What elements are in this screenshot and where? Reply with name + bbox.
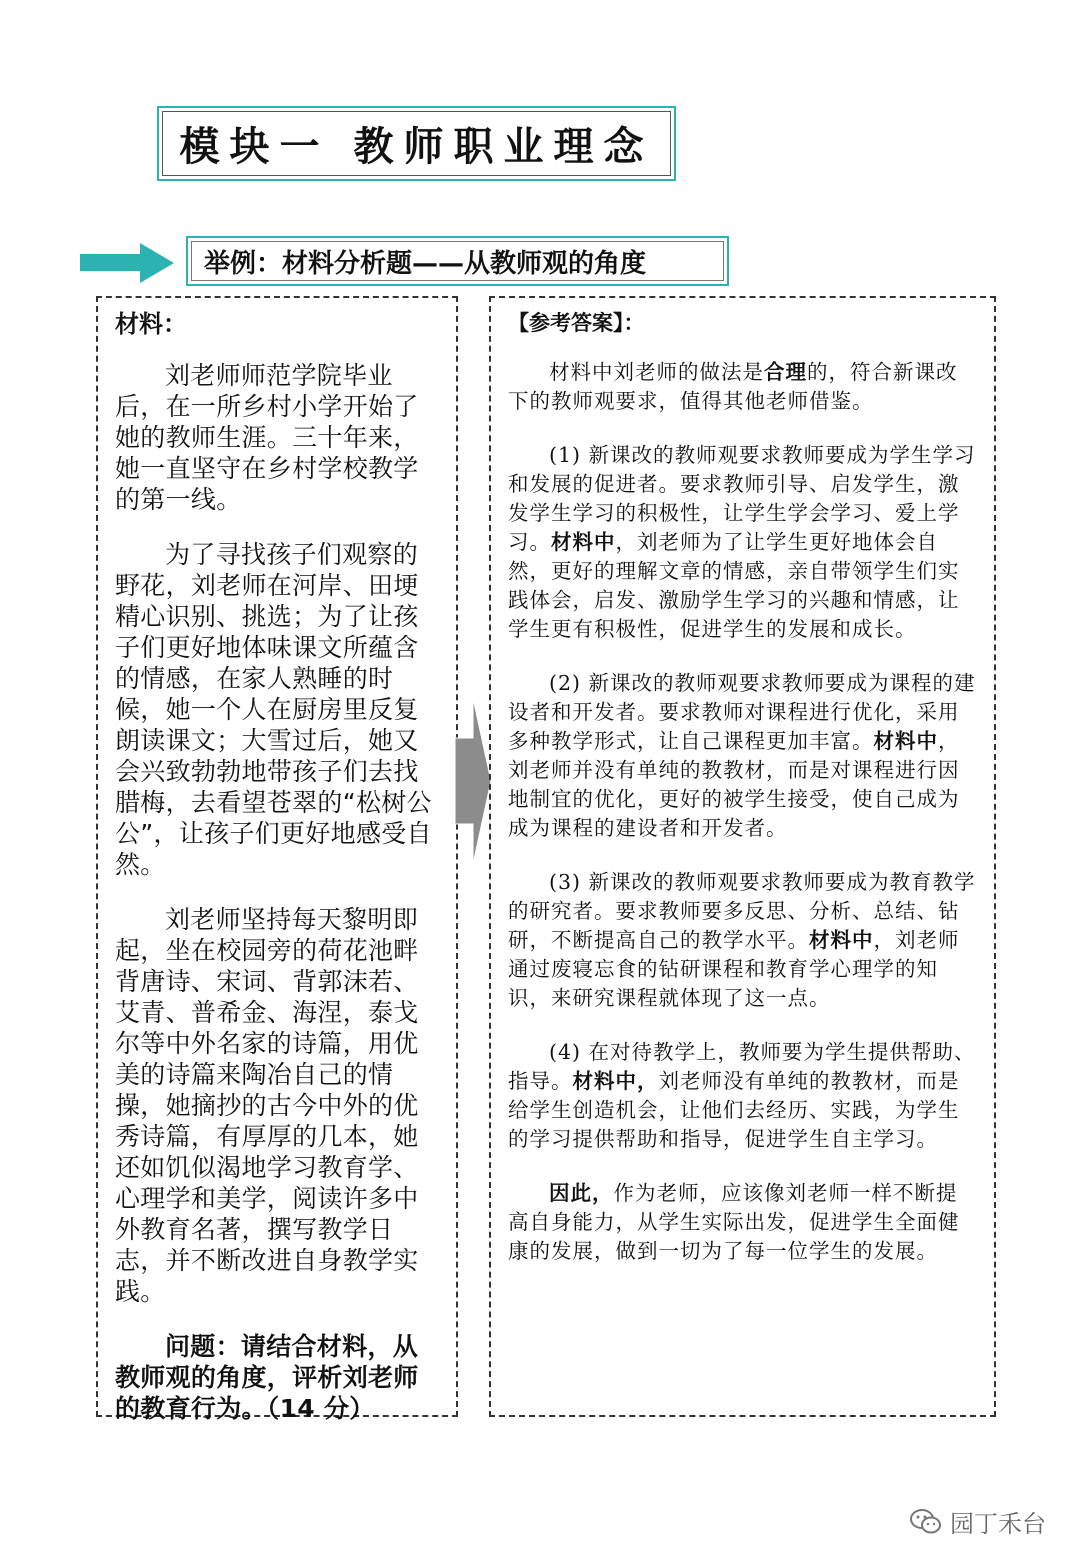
page-title: 模块一 教师职业理念 [162, 111, 671, 176]
watermark [910, 1504, 1046, 1539]
answer-label: 【参考答案】： [508, 310, 645, 335]
material-label: 材料： [115, 310, 187, 338]
watermark-text: 园丁禾台 [950, 1510, 1046, 1538]
teal-arrow-icon [80, 243, 174, 283]
answer-point: (2) 新课改的教师观要求教师要成为课程的建设者和开发者。要求教师对课程进行优化，采用多种教学形式，让自己课程更加丰富。材料中，刘老师并没有单纯的教教材，而是对课程进行因地制宜的优化，更好的被学生接受，使自己成为成为课程的建设者和开发者。 [508, 671, 976, 840]
example-frame [186, 236, 729, 286]
example-title: 举例：材料分析题——从教师观的角度 [191, 241, 724, 281]
material-panel [96, 296, 458, 1423]
answer-intro: 材料中刘老师的做法是合理的，符合新课改下的教师观要求，值得其他老师借鉴。 [508, 360, 958, 413]
material-paragraph: 刘老师坚持每天黎明即起，坐在校园旁的荷花池畔背唐诗、宋词、背郭沫若、艾青、普希金、海涅，泰戈尔等中外名家的诗篇，用优美的诗篇来陶冶自己的情操，她摘抄的古今中外的优秀诗篇，有厚厚的几本，她还如饥似渴地学习教育学、心理学和美学，阅读许多中外教育名著，撰写教学日志，并不断改进自身教学实践。 [115, 905, 419, 1306]
title-frame [157, 106, 676, 181]
answer-point: (4) 在对待教学上，教师要为学生提供帮助、指导。材料中，刘老师没有单纯的教教材，而是给学生创造机会，让他们去经历、实践，为学生的学习提供帮助和指导，促进学生自主学习。 [508, 1040, 976, 1151]
answer-point: (3) 新课改的教师观要求教师要成为教育教学的研究者。要求教师要多反思、分析、总结、钻研，不断提高自己的教学水平。材料中，刘老师通过废寝忘食的钻研课程和教育学心理学的知识，来研究课程就体现了这一点。 [508, 870, 976, 1010]
answer-panel [489, 296, 996, 1417]
answer-conclusion: 因此，作为老师，应该像刘老师一样不断提高自身能力，从学生实际出发，促进学生全面健康的发展，做到一切为了每一位学生的发展。 [508, 1181, 960, 1263]
answer-point: (1) 新课改的教师观要求教师要成为学生学习和发展的促进者。要求教师引导、启发学生，激发学生学习的积极性，让学生学会学习、爱上学习。材料中，刘老师为了让学生更好地体会自然，更好的理解文章的情感，亲自带领学生们实践体会，启发、激励学生学习的兴趣和情感，让学生更有积极性，促进学生的发展和成长。 [508, 443, 976, 641]
material-paragraph: 为了寻找孩子们观察的野花，刘老师在河岸、田埂精心识别、挑选；为了让孩子们更好地体味课文所蕴含的情感，在家人熟睡的时候，她一个人在厨房里反复朗读课文；大雪过后，她又会兴致勃勃地带孩子们去找腊梅，去看望苍翠的“松树公公”，让孩子们更好地感受自然。 [115, 540, 432, 879]
wechat-icon [910, 1508, 942, 1536]
question-text: 问题：请结合材料，从教师观的角度，评析刘老师的教育行为。（14 分） [115, 1332, 419, 1423]
material-paragraph: 刘老师师范学院毕业后，在一所乡村小学开始了她的教师生涯。三十年来，她一直坚守在乡村学校教学的第一线。 [115, 361, 419, 514]
